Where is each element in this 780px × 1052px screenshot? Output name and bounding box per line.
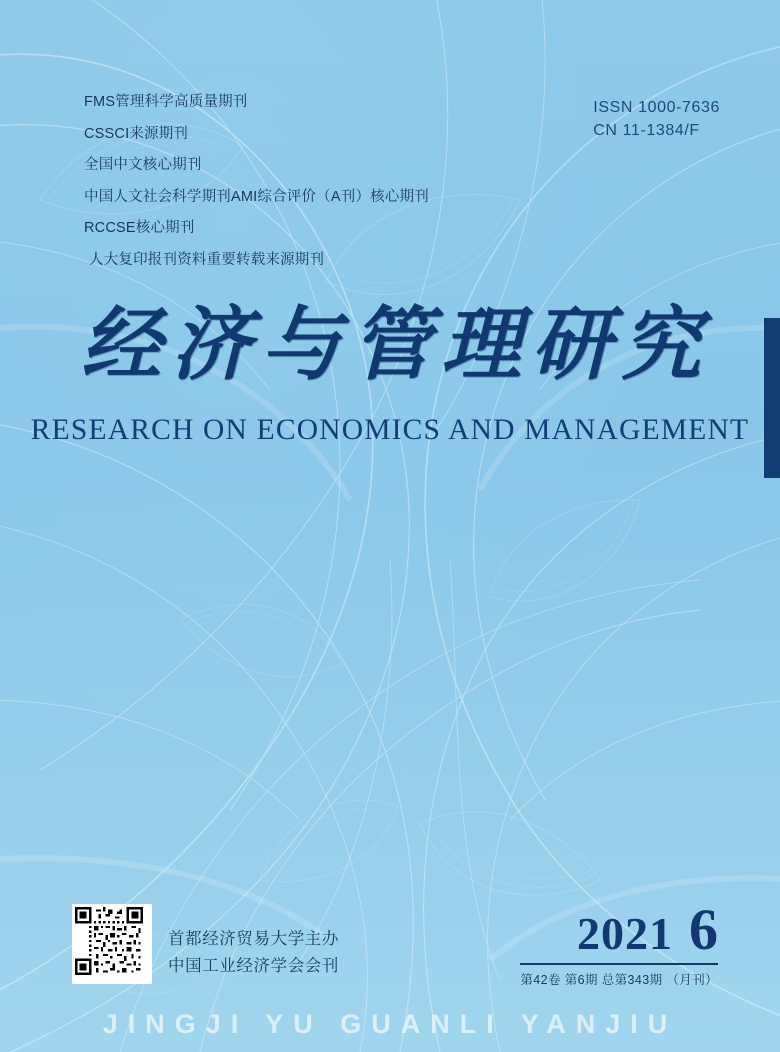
issn-number: ISSN 1000-7636: [593, 99, 720, 116]
badge-item: 人大复印报刊资料重要转载来源期刊: [89, 251, 325, 268]
issue-detail: 第42卷 第6期 总第343期 （月刊）: [520, 973, 718, 987]
publisher-line-2: 中国工业经济学会会刊: [168, 956, 339, 975]
title-block: [0, 297, 780, 447]
badge-item: FMS管理科学高质量期刊: [84, 94, 248, 110]
badge-item: CSSCI来源期刊: [84, 125, 189, 142]
journal-title-chinese: 经济与管理研究: [81, 297, 711, 391]
issue-number: 6: [689, 896, 718, 962]
publisher-info: [168, 926, 339, 980]
cn-number: CN 11-1384/F: [593, 122, 700, 140]
badge-item: RCCSE核心期刊: [84, 220, 195, 236]
journal-title-pinyin: JINGJI YU GUANLI YANJIU: [102, 1009, 678, 1039]
qr-code[interactable]: [72, 904, 152, 984]
issue-block: [520, 896, 718, 988]
badge-item: 中国人文社会科学期刊AMI综合评价（A刊）核心期刊: [84, 188, 429, 205]
issue-main-line: [520, 896, 718, 962]
journal-title-english: RESEARCH ON ECONOMICS AND MANAGEMENT: [30, 413, 750, 446]
issue-year: 2021: [577, 908, 673, 960]
badge-item: 全国中文核心期刊: [84, 157, 202, 173]
issue-divider: [520, 963, 718, 965]
certification-badge-list: [84, 95, 429, 284]
publisher-line-1: 首都经济贸易大学主办: [168, 929, 339, 948]
issn-block: [593, 96, 720, 142]
